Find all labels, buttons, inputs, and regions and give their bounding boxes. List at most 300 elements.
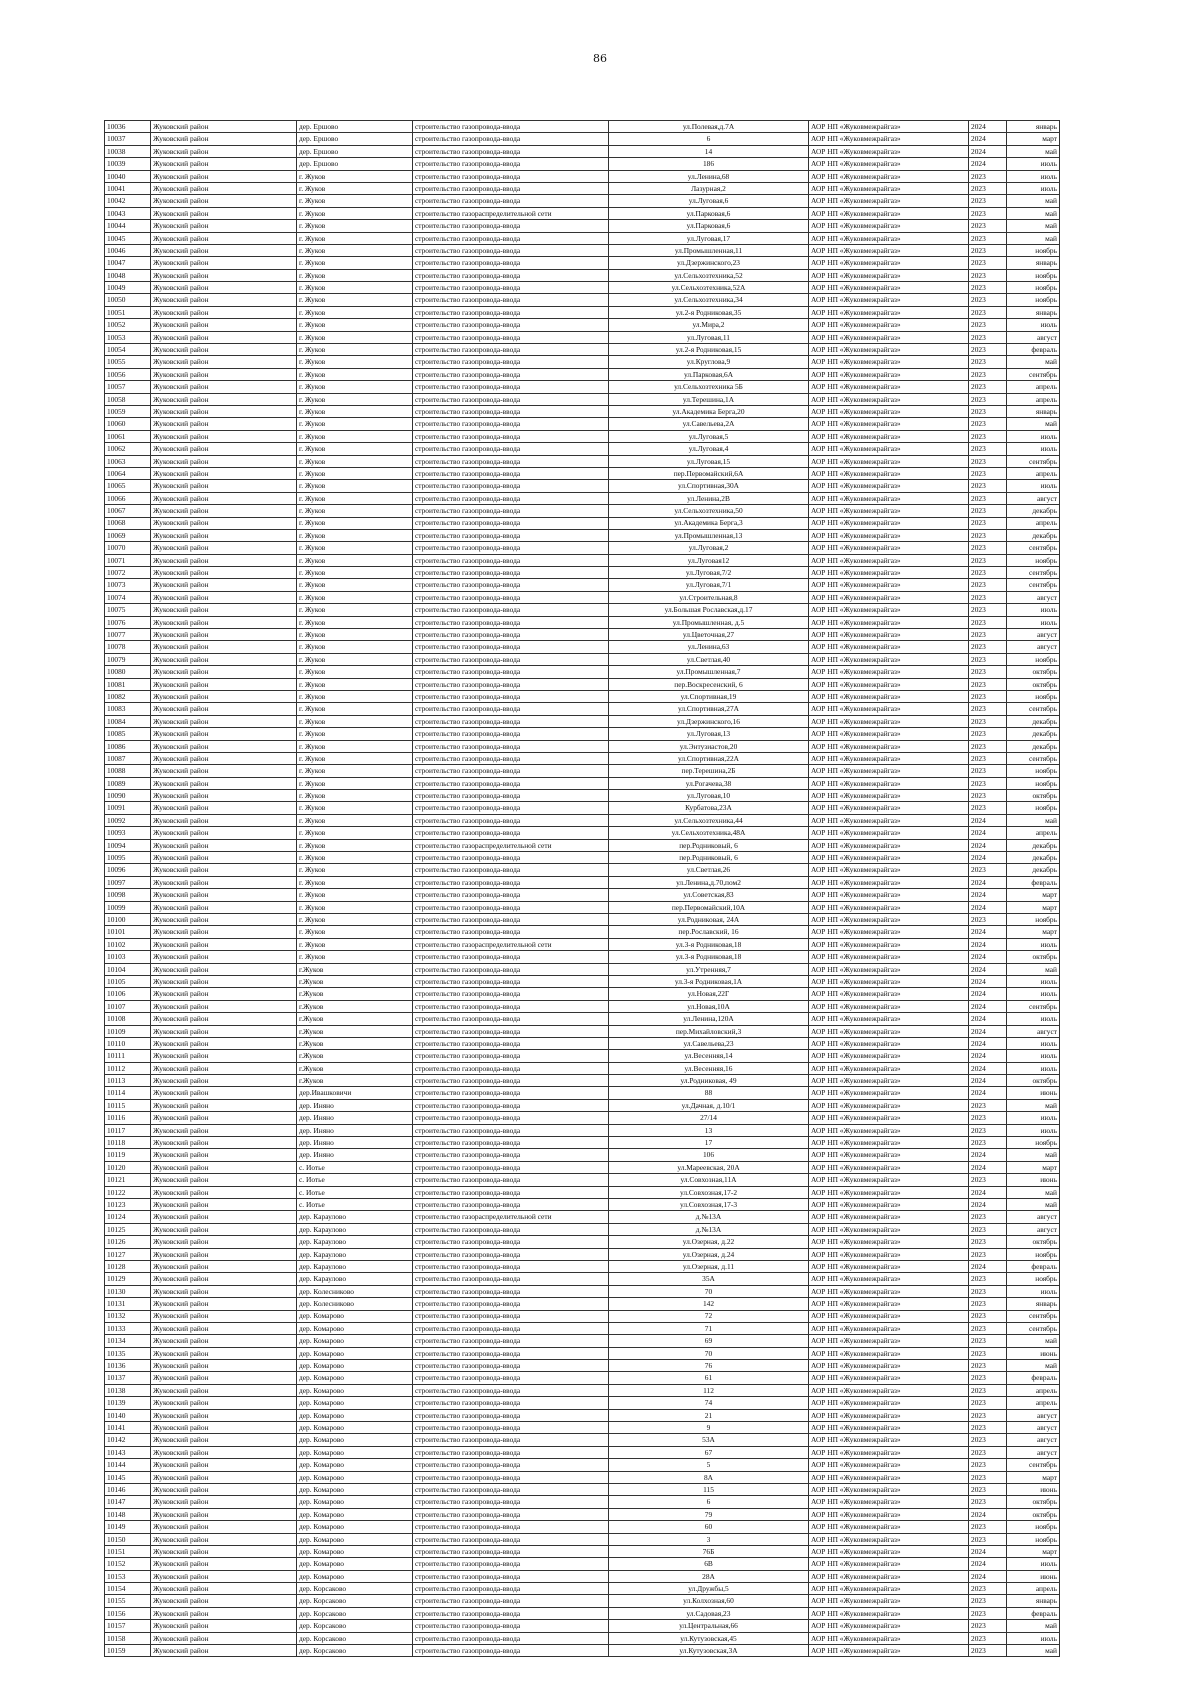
month-cell: октябрь bbox=[1007, 678, 1060, 690]
table-row bbox=[105, 975, 1060, 987]
settlement-cell: г. Жуков bbox=[297, 393, 413, 405]
year-cell: 2024 bbox=[969, 1545, 1007, 1557]
month-cell: декабрь bbox=[1007, 505, 1060, 517]
table-row bbox=[105, 1521, 1060, 1533]
month-cell: август bbox=[1007, 629, 1060, 641]
record-number-cell: 10122 bbox=[105, 1186, 151, 1198]
record-number-cell: 10139 bbox=[105, 1397, 151, 1409]
year-cell: 2023 bbox=[969, 1422, 1007, 1434]
month-cell: май bbox=[1007, 232, 1060, 244]
month-cell: май bbox=[1007, 1360, 1060, 1372]
district-cell: Жуковский район bbox=[151, 703, 297, 715]
district-cell: Жуковский район bbox=[151, 182, 297, 194]
address-cell: ул.Промышленная,13 bbox=[609, 529, 809, 541]
record-number-cell: 10085 bbox=[105, 728, 151, 740]
year-cell: 2023 bbox=[969, 1583, 1007, 1595]
table-row bbox=[105, 889, 1060, 901]
year-cell: 2023 bbox=[969, 306, 1007, 318]
district-cell: Жуковский район bbox=[151, 418, 297, 430]
address-cell: 88 bbox=[609, 1087, 809, 1099]
address-cell: ул.Луговая,5 bbox=[609, 430, 809, 442]
record-number-cell: 10152 bbox=[105, 1558, 151, 1570]
settlement-cell: дер. Комарово bbox=[297, 1397, 413, 1409]
address-cell: ул.Сельхозтехника,48А bbox=[609, 827, 809, 839]
district-cell: Жуковский район bbox=[151, 244, 297, 256]
address-cell: 17 bbox=[609, 1137, 809, 1149]
table-row bbox=[105, 777, 1060, 789]
settlement-cell: г. Жуков bbox=[297, 418, 413, 430]
month-cell: август bbox=[1007, 1223, 1060, 1235]
organization-cell: АОР НП «Жуковмежрайгаз» bbox=[809, 319, 969, 331]
organization-cell: АОР НП «Жуковмежрайгаз» bbox=[809, 703, 969, 715]
district-cell: Жуковский район bbox=[151, 975, 297, 987]
record-number-cell: 10135 bbox=[105, 1347, 151, 1359]
organization-cell: АОР НП «Жуковмежрайгаз» bbox=[809, 926, 969, 938]
district-cell: Жуковский район bbox=[151, 1285, 297, 1297]
record-number-cell: 10071 bbox=[105, 554, 151, 566]
settlement-cell: г. Жуков bbox=[297, 839, 413, 851]
month-cell: апрель bbox=[1007, 1384, 1060, 1396]
table-row bbox=[105, 1583, 1060, 1595]
district-cell: Жуковский район bbox=[151, 1645, 297, 1657]
year-cell: 2023 bbox=[969, 864, 1007, 876]
organization-cell: АОР НП «Жуковмежрайгаз» bbox=[809, 1186, 969, 1198]
organization-cell: АОР НП «Жуковмежрайгаз» bbox=[809, 1632, 969, 1644]
work-type-cell: строительство газопровода-ввода bbox=[413, 1013, 609, 1025]
record-number-cell: 10091 bbox=[105, 802, 151, 814]
year-cell: 2023 bbox=[969, 1347, 1007, 1359]
settlement-cell: г. Жуков bbox=[297, 802, 413, 814]
district-cell: Жуковский район bbox=[151, 926, 297, 938]
record-number-cell: 10137 bbox=[105, 1372, 151, 1384]
district-cell: Жуковский район bbox=[151, 963, 297, 975]
year-cell: 2023 bbox=[969, 269, 1007, 281]
organization-cell: АОР НП «Жуковмежрайгаз» bbox=[809, 765, 969, 777]
month-cell: май bbox=[1007, 207, 1060, 219]
settlement-cell: дер. Комарово bbox=[297, 1347, 413, 1359]
table-row bbox=[105, 1087, 1060, 1099]
year-cell: 2023 bbox=[969, 604, 1007, 616]
address-cell: ул.Луговая,6 bbox=[609, 195, 809, 207]
district-cell: Жуковский район bbox=[151, 690, 297, 702]
table-row bbox=[105, 765, 1060, 777]
address-cell: ул.Кутузовская,3А bbox=[609, 1645, 809, 1657]
address-cell: ул.Светлая,40 bbox=[609, 653, 809, 665]
organization-cell: АОР НП «Жуковмежрайгаз» bbox=[809, 715, 969, 727]
organization-cell: АОР НП «Жуковмежрайгаз» bbox=[809, 889, 969, 901]
address-cell: ул.Луговая,7/1 bbox=[609, 579, 809, 591]
month-cell: ноябрь bbox=[1007, 1533, 1060, 1545]
district-cell: Жуковский район bbox=[151, 1620, 297, 1632]
month-cell: октябрь bbox=[1007, 790, 1060, 802]
registry-table-body bbox=[105, 121, 1060, 1657]
work-type-cell: строительство газопровода-ввода bbox=[413, 182, 609, 194]
record-number-cell: 10158 bbox=[105, 1632, 151, 1644]
month-cell: декабрь bbox=[1007, 715, 1060, 727]
table-row bbox=[105, 1211, 1060, 1223]
work-type-cell: строительство газопровода-ввода bbox=[413, 1607, 609, 1619]
table-row bbox=[105, 901, 1060, 913]
settlement-cell: г. Жуков bbox=[297, 269, 413, 281]
settlement-cell: дер. Колесниково bbox=[297, 1298, 413, 1310]
month-cell: сентябрь bbox=[1007, 455, 1060, 467]
settlement-cell: г. Жуков bbox=[297, 282, 413, 294]
district-cell: Жуковский район bbox=[151, 827, 297, 839]
work-type-cell: строительство газопровода-ввода bbox=[413, 542, 609, 554]
district-cell: Жуковский район bbox=[151, 1360, 297, 1372]
month-cell: октябрь bbox=[1007, 1236, 1060, 1248]
work-type-cell: строительство газопровода-ввода bbox=[413, 368, 609, 380]
year-cell: 2024 bbox=[969, 852, 1007, 864]
record-number-cell: 10056 bbox=[105, 368, 151, 380]
settlement-cell: с. Иотье bbox=[297, 1174, 413, 1186]
table-row bbox=[105, 1471, 1060, 1483]
settlement-cell: г.Жуков bbox=[297, 1050, 413, 1062]
table-row bbox=[105, 690, 1060, 702]
work-type-cell: строительство газопровода-ввода bbox=[413, 1459, 609, 1471]
month-cell: ноябрь bbox=[1007, 1521, 1060, 1533]
settlement-cell: г. Жуков bbox=[297, 492, 413, 504]
record-number-cell: 10087 bbox=[105, 752, 151, 764]
district-cell: Жуковский район bbox=[151, 492, 297, 504]
district-cell: Жуковский район bbox=[151, 517, 297, 529]
month-cell: декабрь bbox=[1007, 839, 1060, 851]
table-row bbox=[105, 1248, 1060, 1260]
district-cell: Жуковский район bbox=[151, 1632, 297, 1644]
year-cell: 2024 bbox=[969, 1508, 1007, 1520]
table-row bbox=[105, 616, 1060, 628]
year-cell: 2023 bbox=[969, 752, 1007, 764]
organization-cell: АОР НП «Жуковмежрайгаз» bbox=[809, 145, 969, 157]
record-number-cell: 10079 bbox=[105, 653, 151, 665]
work-type-cell: строительство газопровода-ввода bbox=[413, 765, 609, 777]
month-cell: июль bbox=[1007, 182, 1060, 194]
table-row bbox=[105, 505, 1060, 517]
address-cell: ул.Спортивная,27А bbox=[609, 703, 809, 715]
settlement-cell: дер. Комарово bbox=[297, 1483, 413, 1495]
settlement-cell: дер. Комарово bbox=[297, 1434, 413, 1446]
district-cell: Жуковский район bbox=[151, 1570, 297, 1582]
work-type-cell: строительство газораспределительной сети bbox=[413, 938, 609, 950]
settlement-cell: г. Жуков bbox=[297, 195, 413, 207]
address-cell: ул.Луговая,2 bbox=[609, 542, 809, 554]
year-cell: 2023 bbox=[969, 616, 1007, 628]
settlement-cell: дер. Комарово bbox=[297, 1322, 413, 1334]
address-cell: ул.Утренняя,7 bbox=[609, 963, 809, 975]
organization-cell: АОР НП «Жуковмежрайгаз» bbox=[809, 257, 969, 269]
address-cell: ул.Родниковая, 24А bbox=[609, 914, 809, 926]
settlement-cell: дер. Комарово bbox=[297, 1422, 413, 1434]
settlement-cell: дер. Караулово bbox=[297, 1236, 413, 1248]
settlement-cell: г. Жуков bbox=[297, 480, 413, 492]
organization-cell: АОР НП «Жуковмежрайгаз» bbox=[809, 914, 969, 926]
year-cell: 2023 bbox=[969, 777, 1007, 789]
record-number-cell: 10068 bbox=[105, 517, 151, 529]
address-cell: 8А bbox=[609, 1471, 809, 1483]
work-type-cell: строительство газопровода-ввода bbox=[413, 1570, 609, 1582]
organization-cell: АОР НП «Жуковмежрайгаз» bbox=[809, 517, 969, 529]
organization-cell: АОР НП «Жуковмежрайгаз» bbox=[809, 1645, 969, 1657]
district-cell: Жуковский район bbox=[151, 554, 297, 566]
district-cell: Жуковский район bbox=[151, 678, 297, 690]
record-number-cell: 10127 bbox=[105, 1248, 151, 1260]
settlement-cell: г. Жуков bbox=[297, 889, 413, 901]
year-cell: 2023 bbox=[969, 703, 1007, 715]
settlement-cell: г.Жуков bbox=[297, 1062, 413, 1074]
organization-cell: АОР НП «Жуковмежрайгаз» bbox=[809, 1620, 969, 1632]
work-type-cell: строительство газопровода-ввода bbox=[413, 728, 609, 740]
record-number-cell: 10147 bbox=[105, 1496, 151, 1508]
record-number-cell: 10069 bbox=[105, 529, 151, 541]
table-row bbox=[105, 678, 1060, 690]
district-cell: Жуковский район bbox=[151, 220, 297, 232]
settlement-cell: г. Жуков bbox=[297, 604, 413, 616]
record-number-cell: 10141 bbox=[105, 1422, 151, 1434]
month-cell: август bbox=[1007, 1446, 1060, 1458]
settlement-cell: г. Жуков bbox=[297, 319, 413, 331]
month-cell: июль bbox=[1007, 988, 1060, 1000]
district-cell: Жуковский район bbox=[151, 616, 297, 628]
table-row bbox=[105, 1174, 1060, 1186]
district-cell: Жуковский район bbox=[151, 1545, 297, 1557]
table-row bbox=[105, 443, 1060, 455]
settlement-cell: дер. Караулово bbox=[297, 1260, 413, 1272]
organization-cell: АОР НП «Жуковмежрайгаз» bbox=[809, 1483, 969, 1495]
table-row bbox=[105, 356, 1060, 368]
address-cell: ул.Родниковая, 49 bbox=[609, 1075, 809, 1087]
work-type-cell: строительство газопровода-ввода bbox=[413, 306, 609, 318]
address-cell: ул.Спортивная,19 bbox=[609, 690, 809, 702]
work-type-cell: строительство газопровода-ввода bbox=[413, 1620, 609, 1632]
year-cell: 2024 bbox=[969, 1025, 1007, 1037]
year-cell: 2023 bbox=[969, 653, 1007, 665]
address-cell: 76 bbox=[609, 1360, 809, 1372]
year-cell: 2023 bbox=[969, 257, 1007, 269]
address-cell: ул.Новая,22Г bbox=[609, 988, 809, 1000]
year-cell: 2023 bbox=[969, 368, 1007, 380]
record-number-cell: 10078 bbox=[105, 641, 151, 653]
work-type-cell: строительство газопровода-ввода bbox=[413, 1347, 609, 1359]
district-cell: Жуковский район bbox=[151, 1236, 297, 1248]
address-cell: ул.Промышленная,11 bbox=[609, 244, 809, 256]
work-type-cell: строительство газопровода-ввода bbox=[413, 1149, 609, 1161]
work-type-cell: строительство газопровода-ввода bbox=[413, 1533, 609, 1545]
table-row bbox=[105, 1446, 1060, 1458]
organization-cell: АОР НП «Жуковмежрайгаз» bbox=[809, 1075, 969, 1087]
year-cell: 2023 bbox=[969, 1322, 1007, 1334]
table-row bbox=[105, 269, 1060, 281]
address-cell: ул.Луговая,17 bbox=[609, 232, 809, 244]
organization-cell: АОР НП «Жуковмежрайгаз» bbox=[809, 728, 969, 740]
district-cell: Жуковский район bbox=[151, 195, 297, 207]
record-number-cell: 10063 bbox=[105, 455, 151, 467]
table-row bbox=[105, 1198, 1060, 1210]
settlement-cell: г. Жуков bbox=[297, 938, 413, 950]
record-number-cell: 10038 bbox=[105, 145, 151, 157]
organization-cell: АОР НП «Жуковмежрайгаз» bbox=[809, 777, 969, 789]
organization-cell: АОР НП «Жуковмежрайгаз» bbox=[809, 1050, 969, 1062]
work-type-cell: строительство газопровода-ввода bbox=[413, 1236, 609, 1248]
work-type-cell: строительство газораспределительной сети bbox=[413, 207, 609, 219]
work-type-cell: строительство газопровода-ввода bbox=[413, 232, 609, 244]
table-row bbox=[105, 1013, 1060, 1025]
settlement-cell: г. Жуков bbox=[297, 827, 413, 839]
table-row bbox=[105, 1645, 1060, 1657]
month-cell: август bbox=[1007, 591, 1060, 603]
work-type-cell: строительство газопровода-ввода bbox=[413, 641, 609, 653]
year-cell: 2023 bbox=[969, 1471, 1007, 1483]
record-number-cell: 10096 bbox=[105, 864, 151, 876]
settlement-cell: г. Жуков bbox=[297, 542, 413, 554]
record-number-cell: 10106 bbox=[105, 988, 151, 1000]
table-row bbox=[105, 1050, 1060, 1062]
year-cell: 2023 bbox=[969, 1397, 1007, 1409]
record-number-cell: 10048 bbox=[105, 269, 151, 281]
work-type-cell: строительство газопровода-ввода bbox=[413, 740, 609, 752]
work-type-cell: строительство газопровода-ввода bbox=[413, 467, 609, 479]
month-cell: ноябрь bbox=[1007, 653, 1060, 665]
record-number-cell: 10126 bbox=[105, 1236, 151, 1248]
settlement-cell: г. Жуков bbox=[297, 368, 413, 380]
record-number-cell: 10125 bbox=[105, 1223, 151, 1235]
district-cell: Жуковский район bbox=[151, 1124, 297, 1136]
year-cell: 2024 bbox=[969, 1260, 1007, 1272]
district-cell: Жуковский район bbox=[151, 1075, 297, 1087]
table-row bbox=[105, 554, 1060, 566]
district-cell: Жуковский район bbox=[151, 368, 297, 380]
gas-pipeline-registry-table bbox=[104, 120, 1060, 1657]
month-cell: июль bbox=[1007, 430, 1060, 442]
month-cell: май bbox=[1007, 814, 1060, 826]
record-number-cell: 10142 bbox=[105, 1434, 151, 1446]
organization-cell: АОР НП «Жуковмежрайгаз» bbox=[809, 1174, 969, 1186]
settlement-cell: г. Жуков bbox=[297, 752, 413, 764]
record-number-cell: 10076 bbox=[105, 616, 151, 628]
record-number-cell: 10157 bbox=[105, 1620, 151, 1632]
address-cell: 3 bbox=[609, 1533, 809, 1545]
work-type-cell: строительство газопровода-ввода bbox=[413, 1000, 609, 1012]
page-number: 86 bbox=[593, 52, 607, 65]
work-type-cell: строительство газопровода-ввода bbox=[413, 195, 609, 207]
district-cell: Жуковский район bbox=[151, 629, 297, 641]
year-cell: 2023 bbox=[969, 802, 1007, 814]
settlement-cell: дер. Корсаково bbox=[297, 1620, 413, 1632]
record-number-cell: 10041 bbox=[105, 182, 151, 194]
year-cell: 2023 bbox=[969, 542, 1007, 554]
year-cell: 2024 bbox=[969, 1161, 1007, 1173]
record-number-cell: 10100 bbox=[105, 914, 151, 926]
address-cell: Курбатова,23А bbox=[609, 802, 809, 814]
settlement-cell: г.Жуков bbox=[297, 1025, 413, 1037]
settlement-cell: г. Жуков bbox=[297, 579, 413, 591]
year-cell: 2023 bbox=[969, 1285, 1007, 1297]
table-row bbox=[105, 790, 1060, 802]
address-cell: 14 bbox=[609, 145, 809, 157]
record-number-cell: 10039 bbox=[105, 158, 151, 170]
year-cell: 2024 bbox=[969, 1087, 1007, 1099]
address-cell: ул.Большая Рославская,д.17 bbox=[609, 604, 809, 616]
year-cell: 2024 bbox=[969, 926, 1007, 938]
month-cell: сентябрь bbox=[1007, 1000, 1060, 1012]
address-cell: 28А bbox=[609, 1570, 809, 1582]
record-number-cell: 10052 bbox=[105, 319, 151, 331]
work-type-cell: строительство газопровода-ввода bbox=[413, 505, 609, 517]
address-cell: 106 bbox=[609, 1149, 809, 1161]
work-type-cell: строительство газопровода-ввода bbox=[413, 1174, 609, 1186]
address-cell: ул.Энтузиастов,20 bbox=[609, 740, 809, 752]
year-cell: 2024 bbox=[969, 814, 1007, 826]
year-cell: 2023 bbox=[969, 1595, 1007, 1607]
address-cell: ул.Весенняя,14 bbox=[609, 1050, 809, 1062]
month-cell: май bbox=[1007, 220, 1060, 232]
district-cell: Жуковский район bbox=[151, 1434, 297, 1446]
address-cell: ул.Круглова,9 bbox=[609, 356, 809, 368]
table-row bbox=[105, 294, 1060, 306]
address-cell: ул.Озерная, д.11 bbox=[609, 1260, 809, 1272]
table-row bbox=[105, 542, 1060, 554]
table-row bbox=[105, 740, 1060, 752]
table-row bbox=[105, 1397, 1060, 1409]
settlement-cell: г. Жуков bbox=[297, 901, 413, 913]
record-number-cell: 10108 bbox=[105, 1013, 151, 1025]
organization-cell: АОР НП «Жуковмежрайгаз» bbox=[809, 418, 969, 430]
record-number-cell: 10097 bbox=[105, 876, 151, 888]
table-row bbox=[105, 145, 1060, 157]
organization-cell: АОР НП «Жуковмежрайгаз» bbox=[809, 405, 969, 417]
record-number-cell: 10086 bbox=[105, 740, 151, 752]
year-cell: 2024 bbox=[969, 158, 1007, 170]
month-cell: март bbox=[1007, 889, 1060, 901]
district-cell: Жуковский район bbox=[151, 1260, 297, 1272]
district-cell: Жуковский район bbox=[151, 145, 297, 157]
month-cell: ноябрь bbox=[1007, 1273, 1060, 1285]
district-cell: Жуковский район bbox=[151, 1099, 297, 1111]
table-row bbox=[105, 244, 1060, 256]
year-cell: 2023 bbox=[969, 207, 1007, 219]
record-number-cell: 10058 bbox=[105, 393, 151, 405]
district-cell: Жуковский район bbox=[151, 257, 297, 269]
year-cell: 2023 bbox=[969, 344, 1007, 356]
year-cell: 2023 bbox=[969, 1372, 1007, 1384]
settlement-cell: дер. Комарово bbox=[297, 1360, 413, 1372]
year-cell: 2023 bbox=[969, 1310, 1007, 1322]
table-row bbox=[105, 1434, 1060, 1446]
month-cell: июль bbox=[1007, 1013, 1060, 1025]
address-cell: ул.2-я Родниковая,15 bbox=[609, 344, 809, 356]
district-cell: Жуковский район bbox=[151, 1397, 297, 1409]
address-cell: ул.Совхозная,11А bbox=[609, 1174, 809, 1186]
table-row bbox=[105, 232, 1060, 244]
organization-cell: АОР НП «Жуковмежрайгаз» bbox=[809, 629, 969, 641]
address-cell: ул.Совхозная,17-3 bbox=[609, 1198, 809, 1210]
work-type-cell: строительство газопровода-ввода bbox=[413, 1298, 609, 1310]
work-type-cell: строительство газопровода-ввода bbox=[413, 975, 609, 987]
year-cell: 2023 bbox=[969, 232, 1007, 244]
address-cell: 6 bbox=[609, 133, 809, 145]
address-cell: 35А bbox=[609, 1273, 809, 1285]
district-cell: Жуковский район bbox=[151, 1062, 297, 1074]
month-cell: июль bbox=[1007, 1050, 1060, 1062]
address-cell: ул.Весенняя,16 bbox=[609, 1062, 809, 1074]
settlement-cell: г. Жуков bbox=[297, 505, 413, 517]
month-cell: июль bbox=[1007, 975, 1060, 987]
year-cell: 2023 bbox=[969, 567, 1007, 579]
table-row bbox=[105, 591, 1060, 603]
district-cell: Жуковский район bbox=[151, 344, 297, 356]
month-cell: январь bbox=[1007, 257, 1060, 269]
month-cell: декабрь bbox=[1007, 740, 1060, 752]
record-number-cell: 10119 bbox=[105, 1149, 151, 1161]
